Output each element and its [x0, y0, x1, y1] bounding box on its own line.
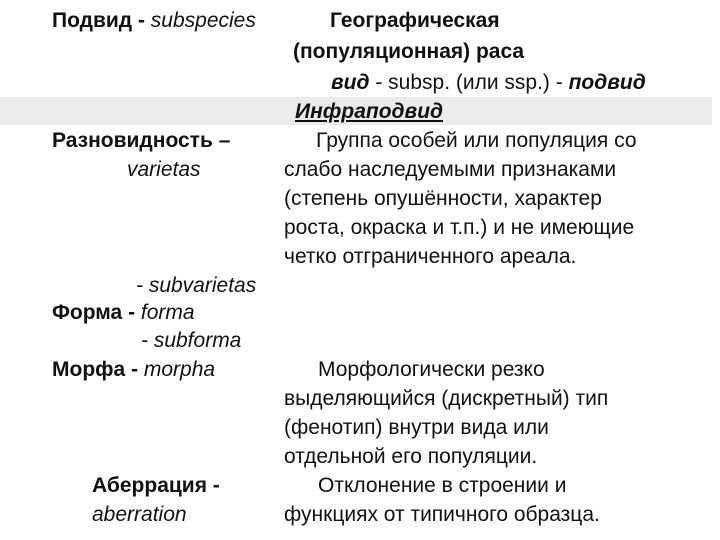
- infrasubspecies-label: Инфраподвид: [295, 100, 444, 123]
- forma-term: Форма: [52, 301, 123, 324]
- abbr-subspecies-word: подвид: [568, 71, 646, 94]
- abbr-middle: - subsp. (или ssp.) -: [369, 71, 569, 94]
- morpha-latin: morpha: [143, 358, 216, 381]
- varietas-def-line-1: Группа особей или популяция со: [316, 129, 637, 152]
- subspecies-def-line-1: Географическая: [330, 9, 500, 32]
- subspecies-abbreviation: [331, 70, 646, 96]
- aberratio-def-line-1: Отклонение в строении и: [318, 474, 567, 497]
- forma-line: [52, 300, 195, 326]
- subforma-latin: - subforma: [141, 329, 242, 352]
- subspecies-term: Подвид: [52, 9, 133, 32]
- morpha-def-line-1: Морфологически резко: [318, 358, 545, 381]
- varietas-latin: varietas: [127, 158, 201, 181]
- morpha-term: Морфа: [52, 358, 126, 381]
- aberratio-latin: aberration: [92, 503, 187, 526]
- subspecies-term-line: [52, 8, 256, 34]
- aberratio-term: Аберрация -: [92, 474, 220, 497]
- subspecies-separator: -: [132, 9, 151, 32]
- morpha-def-line-3: (фенотип) внутри вида или: [284, 416, 549, 439]
- subvarietas-latin: - subvarietas: [136, 274, 257, 297]
- forma-latin: forma: [140, 301, 195, 324]
- varietas-def-line-5: четко отграниченного ареала.: [284, 245, 577, 268]
- varietas-def-line-4: роста, окраска и т.п.) и не имеющие: [284, 216, 635, 239]
- morpha-def-line-4: отдельной его популяции.: [284, 445, 538, 468]
- aberratio-def-line-2: функциях от типичного образца.: [284, 503, 600, 526]
- varietas-def-line-3: (степень опушённости, характер: [284, 187, 602, 210]
- abbr-species-word: вид: [331, 71, 370, 94]
- morpha-line: [52, 357, 215, 383]
- subspecies-latin: subspecies: [150, 9, 256, 32]
- varietas-term: Разновидность –: [52, 129, 231, 152]
- subspecies-def-line-2: (популяционная) раса: [293, 40, 525, 63]
- morpha-separator: -: [125, 358, 144, 381]
- varietas-def-line-2: слабо наследуемыми признаками: [284, 158, 617, 181]
- forma-separator: -: [122, 301, 141, 324]
- morpha-def-line-2: выделяющийся (дискретный) тип: [284, 387, 609, 410]
